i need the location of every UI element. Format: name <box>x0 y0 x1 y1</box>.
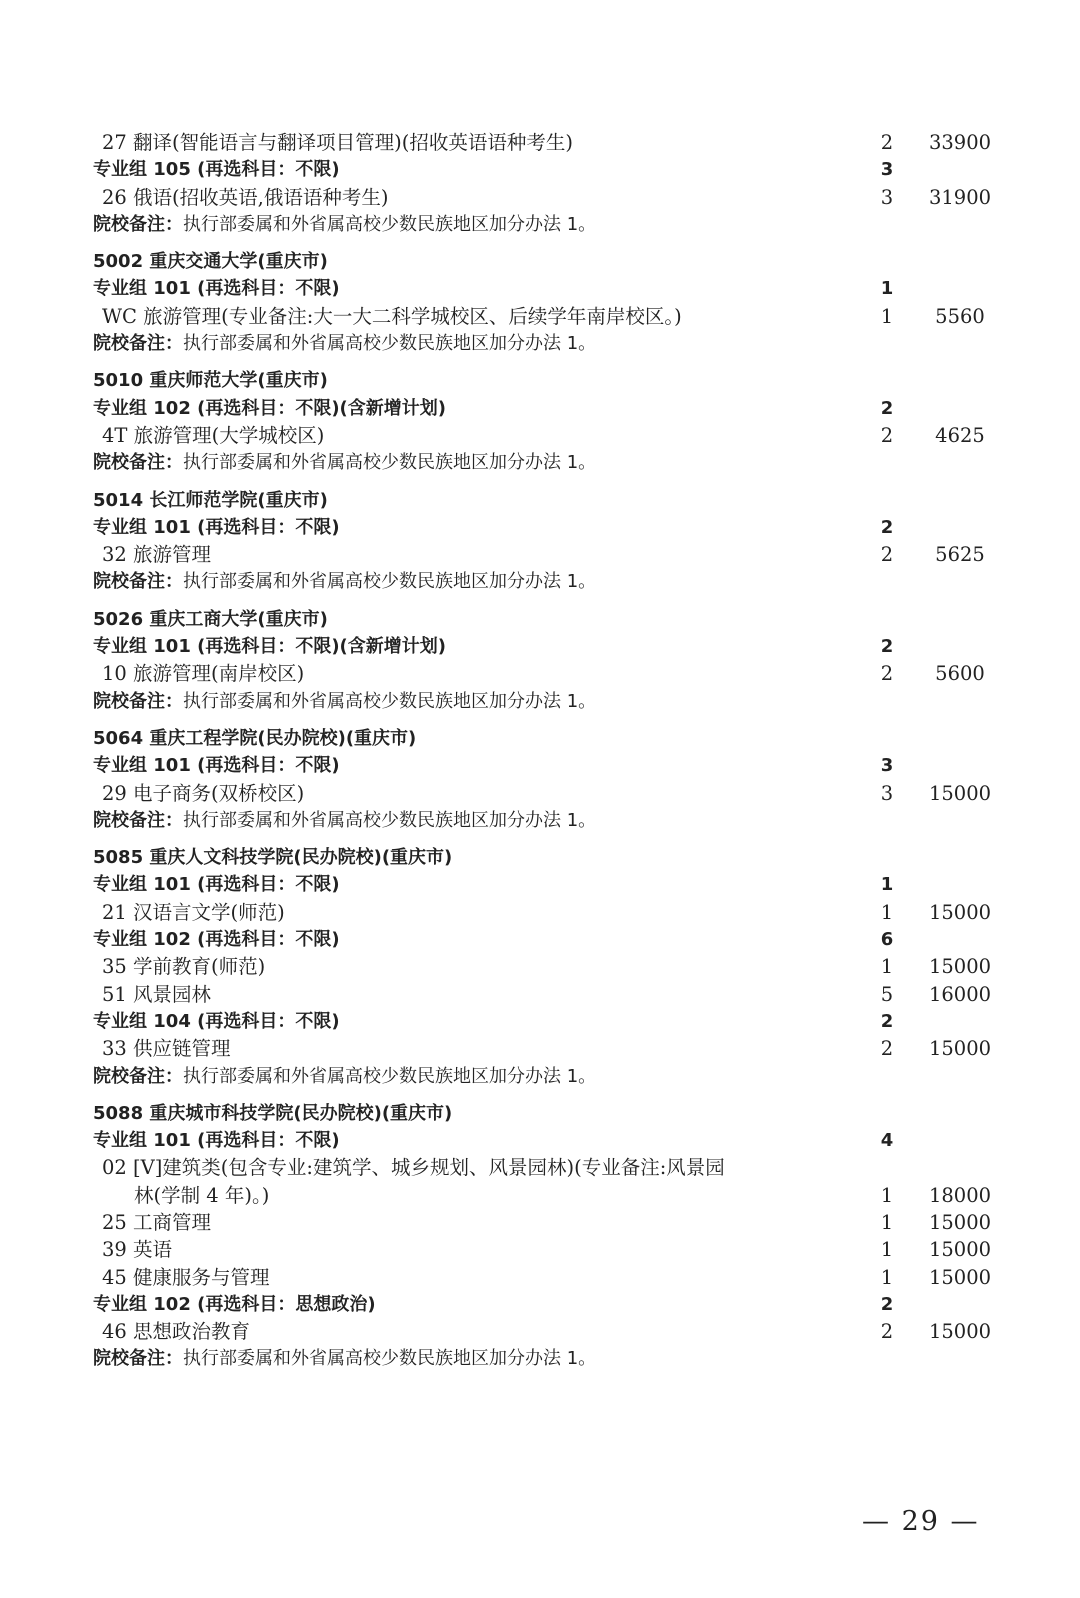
row-text <box>93 211 596 238</box>
note-text: 执行部委属和外省属高校少数民族地区加分办法 1。 <box>183 333 597 355</box>
major-row <box>0 981 1080 1008</box>
row-text: 5010 重庆师范大学(重庆市) <box>93 370 328 392</box>
note-text: 执行部委属和外省属高校少数民族地区加分办法 1。 <box>183 452 597 474</box>
school-note-row <box>0 1063 1080 1090</box>
school-note-row <box>0 330 1080 357</box>
row-text: 专业组 105 (再选科目：不限) <box>93 159 340 181</box>
note-text: 执行部委属和外省属高校少数民族地区加分办法 1。 <box>183 690 597 712</box>
row-text: 45 健康服务与管理 <box>102 1265 270 1289</box>
subject-group-row <box>0 926 1080 953</box>
plan-quota: 3 <box>880 755 894 777</box>
row-text: 32 旅游管理 <box>102 543 212 567</box>
plan-quota: 1 <box>880 278 894 300</box>
major-row <box>0 899 1080 926</box>
plan-quota: 6 <box>880 929 894 951</box>
plan-quota: 5 <box>880 982 894 1006</box>
tuition-fee: 33900 <box>928 131 992 154</box>
note-label: 院校备注： <box>93 1065 183 1087</box>
row-text: 专业组 101 (再选科目：不限) <box>93 1130 340 1152</box>
subject-group-row <box>0 514 1080 541</box>
major-row <box>0 303 1080 330</box>
subject-group-row <box>0 871 1080 898</box>
row-text: 5088 重庆城市科技学院(民办院校)(重庆市) <box>93 1102 453 1124</box>
school-note-row <box>0 807 1080 834</box>
major-continuation-row <box>0 1182 1080 1209</box>
row-text: 专业组 104 (再选科目：不限) <box>93 1010 340 1032</box>
subject-group-row <box>0 633 1080 660</box>
tuition-fee: 31900 <box>928 185 992 209</box>
plan-quota: 2 <box>880 662 894 686</box>
row-text: 林(学制 4 年)。) <box>134 1183 270 1207</box>
plan-quota: 1 <box>880 1238 894 1262</box>
major-row <box>0 1236 1080 1263</box>
note-label: 院校备注： <box>93 452 183 474</box>
major-row <box>0 660 1080 687</box>
tuition-fee: 5560 <box>935 304 985 328</box>
plan-quota: 2 <box>880 1293 894 1315</box>
tuition-fee: 15000 <box>928 1238 992 1262</box>
plan-quota: 4 <box>880 1130 894 1152</box>
school-note-row <box>0 568 1080 595</box>
plan-quota: 3 <box>880 185 894 209</box>
note-label: 院校备注： <box>93 809 183 831</box>
row-text: 21 汉语言文学(师范) <box>102 900 285 924</box>
plan-quota: 2 <box>880 423 894 447</box>
major-row <box>0 1209 1080 1236</box>
school-header-row <box>0 1100 1080 1127</box>
row-text: 39 英语 <box>102 1238 173 1262</box>
row-text: 29 电子商务(双桥校区) <box>102 781 305 805</box>
row-text: 4T 旅游管理(大学城校区) <box>102 423 325 447</box>
tuition-fee: 15000 <box>928 1037 992 1061</box>
note-text: 执行部委属和外省属高校少数民族地区加分办法 1。 <box>183 213 597 235</box>
row-text <box>93 688 596 715</box>
row-text: 专业组 101 (再选科目：不限)(含新增计划) <box>93 636 447 658</box>
note-label: 院校备注： <box>93 213 183 235</box>
plan-quota: 2 <box>880 516 894 538</box>
subject-group-row <box>0 156 1080 183</box>
subject-group-row <box>0 1008 1080 1035</box>
tuition-fee: 15000 <box>928 955 992 979</box>
row-text: 专业组 101 (再选科目：不限) <box>93 755 340 777</box>
plan-quota: 1 <box>880 874 894 896</box>
major-row <box>0 129 1080 156</box>
school-header-row <box>0 606 1080 633</box>
plan-quota: 2 <box>880 636 894 658</box>
school-header-row <box>0 844 1080 871</box>
row-text <box>93 807 596 834</box>
tuition-fee: 15000 <box>928 1265 992 1289</box>
row-text: 5064 重庆工程学院(民办院校)(重庆市) <box>93 727 417 749</box>
tuition-fee: 16000 <box>928 982 992 1006</box>
plan-quota: 1 <box>880 955 894 979</box>
plan-quota: 1 <box>880 1210 894 1234</box>
plan-quota: 2 <box>880 131 894 154</box>
major-row <box>0 1035 1080 1062</box>
tuition-fee: 5600 <box>935 662 985 686</box>
school-note-row <box>0 449 1080 476</box>
row-text: 51 风景园林 <box>102 982 212 1006</box>
row-text: 5085 重庆人文科技学院(民办院校)(重庆市) <box>93 847 453 869</box>
row-text: 5026 重庆工商大学(重庆市) <box>93 608 328 630</box>
subject-group-row <box>0 1291 1080 1318</box>
row-text <box>93 1345 596 1372</box>
row-text: 专业组 102 (再选科目：思想政治) <box>93 1293 376 1315</box>
note-label: 院校备注： <box>93 1348 183 1370</box>
note-text: 执行部委属和外省属高校少数民族地区加分办法 1。 <box>183 1348 597 1370</box>
note-label: 院校备注： <box>93 690 183 712</box>
row-text: 专业组 101 (再选科目：不限) <box>93 278 340 300</box>
enrollment-plan-list <box>0 129 1080 1373</box>
major-row <box>0 541 1080 568</box>
plan-quota: 2 <box>880 1320 894 1344</box>
school-note-row <box>0 1345 1080 1372</box>
row-text: 46 思想政治教育 <box>102 1320 251 1344</box>
plan-quota: 1 <box>880 1265 894 1289</box>
row-text: 5002 重庆交通大学(重庆市) <box>93 251 328 273</box>
major-row <box>0 953 1080 980</box>
subject-group-row <box>0 1127 1080 1154</box>
row-text: 33 供应链管理 <box>102 1037 231 1061</box>
plan-quota: 2 <box>880 397 894 419</box>
school-header-row <box>0 367 1080 394</box>
note-text: 执行部委属和外省属高校少数民族地区加分办法 1。 <box>183 809 597 831</box>
school-note-row <box>0 211 1080 238</box>
row-text <box>93 568 596 595</box>
row-text <box>93 449 596 476</box>
major-row <box>0 1154 1080 1181</box>
subject-group-row <box>0 395 1080 422</box>
row-text: 10 旅游管理(南岸校区) <box>102 662 305 686</box>
major-row <box>0 780 1080 807</box>
row-text: 27 翻译(智能语言与翻译项目管理)(招收英语语种考生) <box>102 131 573 154</box>
row-text: 25 工商管理 <box>102 1210 212 1234</box>
tuition-fee: 15000 <box>928 1210 992 1234</box>
plan-quota: 3 <box>880 781 894 805</box>
school-header-row <box>0 248 1080 275</box>
school-note-row <box>0 688 1080 715</box>
row-text: 专业组 101 (再选科目：不限) <box>93 516 340 538</box>
row-text: 35 学前教育(师范) <box>102 955 266 979</box>
plan-quota: 1 <box>880 900 894 924</box>
note-text: 执行部委属和外省属高校少数民族地区加分办法 1。 <box>183 571 597 593</box>
row-text: 26 俄语(招收英语,俄语语种考生) <box>102 185 389 209</box>
tuition-fee: 15000 <box>928 900 992 924</box>
row-text: 专业组 102 (再选科目：不限)(含新增计划) <box>93 397 447 419</box>
page-number: — 29 — <box>862 1506 980 1537</box>
subject-group-row <box>0 752 1080 779</box>
tuition-fee: 18000 <box>928 1183 992 1207</box>
school-header-row <box>0 487 1080 514</box>
plan-quota: 1 <box>880 1183 894 1207</box>
tuition-fee: 15000 <box>928 1320 992 1344</box>
plan-quota: 3 <box>880 159 894 181</box>
note-label: 院校备注： <box>93 571 183 593</box>
note-label: 院校备注： <box>93 333 183 355</box>
tuition-fee: 15000 <box>928 781 992 805</box>
plan-quota: 2 <box>880 1037 894 1061</box>
row-text: 5014 长江师范学院(重庆市) <box>93 489 328 511</box>
major-row <box>0 422 1080 449</box>
row-text: WC 旅游管理(专业备注:大一大二科学城校区、后续学年南岸校区。) <box>102 304 682 328</box>
major-row <box>0 1318 1080 1345</box>
plan-quota: 2 <box>880 1010 894 1032</box>
tuition-fee: 5625 <box>935 543 985 567</box>
tuition-fee: 4625 <box>935 423 985 447</box>
school-header-row <box>0 725 1080 752</box>
row-text: 02 [V]建筑类(包含专业:建筑学、城乡规划、风景园林)(专业备注:风景园 <box>102 1156 725 1180</box>
plan-quota: 2 <box>880 543 894 567</box>
major-row <box>0 184 1080 211</box>
row-text <box>93 1063 596 1090</box>
plan-quota: 1 <box>880 304 894 328</box>
subject-group-row <box>0 275 1080 302</box>
note-text: 执行部委属和外省属高校少数民族地区加分办法 1。 <box>183 1065 597 1087</box>
row-text: 专业组 101 (再选科目：不限) <box>93 874 340 896</box>
row-text: 专业组 102 (再选科目：不限) <box>93 929 340 951</box>
major-row <box>0 1264 1080 1291</box>
row-text <box>93 330 596 357</box>
